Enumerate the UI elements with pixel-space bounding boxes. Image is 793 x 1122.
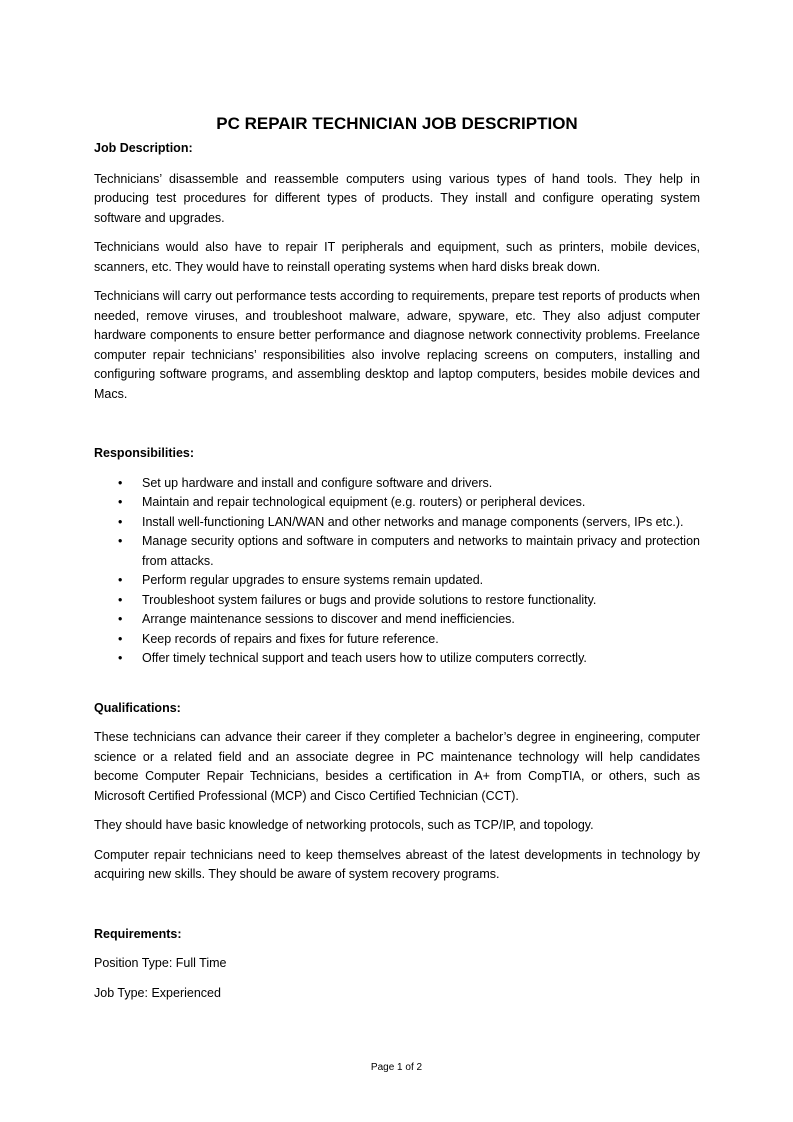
job-description-heading: Job Description: [94,141,193,155]
list-item [118,649,700,669]
document-body [94,112,700,1003]
requirements-heading: Requirements: [94,926,182,941]
list-item [118,513,700,533]
job-description-paragraph-3: Technicians will carry out performance tests according to requirements, prepare test reports of products when needed, remove viruses, and troubleshoot malware, adware, spyware, etc. They also adjust computer hardware components to ensure better performance and diagnose network connectivity problems. Freelance computer repair technicians’ responsibilities also involve replacing screens on computers, installing and configuring software programs, and assembling desktop and laptop computers, besides mobile devices and Macs. [94,289,700,401]
bullet-marker: • [118,534,123,548]
bullet-marker: • [118,514,123,529]
bullet-marker: • [118,475,123,490]
qualifications-paragraph-1: These technicians can advance their career if they completer a bachelor’s degree in engineering, computer science or a related field and an associate degree in PC maintenance technology will help candidates become Computer Repair Technicians, besides a certification in A+ from CompTIA, or others, such as Microsoft Certified Professional (MCP) and Cisco Certified Technician (CCT). [94,730,700,803]
list-item [118,571,700,591]
bullet-marker: • [118,651,123,665]
responsibilities-list [118,474,700,669]
responsibilities-heading: Responsibilities: [94,446,195,460]
list-item-text: Offer timely technical support and teach users how to utilize computers correctly. [142,651,587,665]
list-item-text: Troubleshoot system failures or bugs and provide solutions to restore functionality. [142,592,597,607]
list-item [118,591,700,611]
list-item-text: Arrange maintenance sessions to discover and mend inefficiencies. [142,612,515,626]
job-description-paragraph-2: Technicians would also have to repair IT peripherals and equipment, such as printers, mobile devices, scanners, etc. They would have to reinstall operating systems when hard disks break down. [94,240,700,274]
list-item-text: Keep records of repairs and fixes for future reference. [142,631,439,646]
qualifications-paragraph-3: Computer repair technicians need to keep themselves abreast of the latest developments in technology by acquiring new skills. They should be aware of system recovery programs. [94,847,700,881]
list-item-text: Maintain and repair technological equipment (e.g. routers) or peripheral devices. [142,495,586,509]
bullet-marker: • [118,631,123,646]
list-item-text: Set up hardware and install and configure software and drivers. [142,475,493,490]
bullet-marker: • [118,573,123,587]
job-type: Job Type: Experienced [94,985,221,1000]
list-item-text: Install well-functioning LAN/WAN and other networks and manage components (servers, IPs etc.). [142,514,684,529]
list-item-text: Perform regular upgrades to ensure systems remain updated. [142,573,484,587]
page-number-footer: Page 1 of 2 [370,1062,423,1073]
job-description-paragraph-1: Technicians’ disassemble and reassemble computers using various types of hand tools. They help in producing test procedures for different types of products. They install and configure operating system software and upgrades. [94,171,700,225]
list-item [118,493,700,513]
bullet-marker: • [118,592,123,607]
list-item [118,532,700,571]
qualifications-heading: Qualifications: [94,700,181,715]
bullet-marker: • [118,495,123,509]
bullet-marker: • [118,612,123,626]
list-item [118,630,700,650]
document-title: PC REPAIR TECHNICIAN JOB DESCRIPTION [216,114,578,133]
position-type: Position Type: Full Time [94,956,227,970]
list-item [118,610,700,630]
qualifications-paragraph-2: They should have basic knowledge of networking protocols, such as TCP/IP, and topology. [94,818,594,832]
list-item [118,474,700,494]
list-item-text: Manage security options and software in computers and networks to maintain privacy and protection from attacks. [142,534,700,568]
